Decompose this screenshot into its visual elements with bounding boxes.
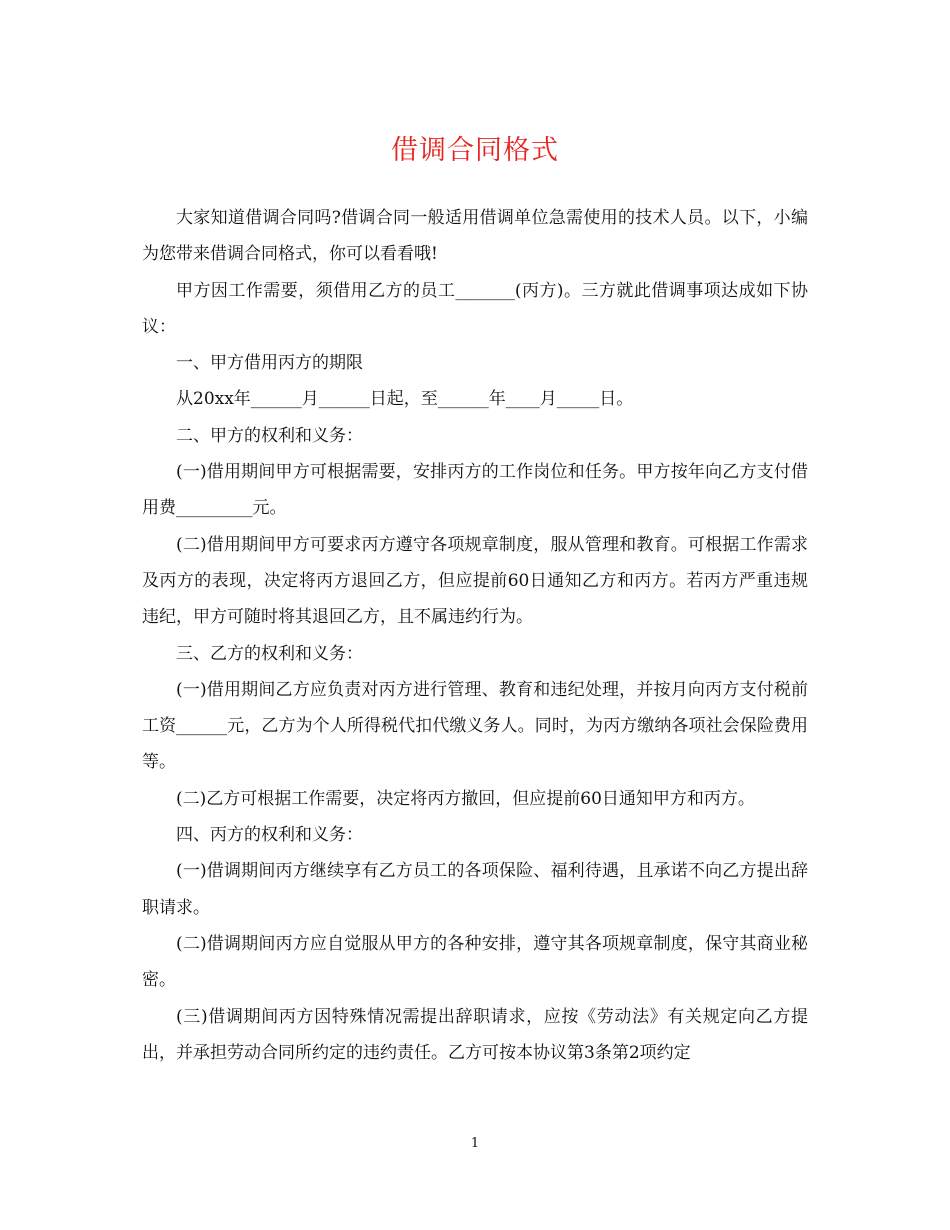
section-heading: 二、甲方的权利和义务： xyxy=(176,425,363,446)
paragraph: (二)乙方可根据工作需要，决定将丙方撤回，但应提前60日通知甲方和丙方。 xyxy=(176,788,755,809)
paragraph: (一)借用期间乙方应负责对丙方进行管理、教育和违纪处理，并按月向丙方支付税前工资______元，乙方为个人所得税代扣代缴义务人。同时，为丙方缴纳各项社会保险费用等。 xyxy=(142,679,808,773)
paragraph: (二)借用期间甲方可要求丙方遵守各项规章制度，服从管理和教育。可根据工作需求及丙方的表现，决定将丙方退回乙方，但应提前60日通知乙方和丙方。若丙方严重违规违纪，甲方可随时将其退回乙方，且不属违约行为。 xyxy=(142,534,808,628)
section-heading: 三、乙方的权利和义务： xyxy=(176,643,363,664)
paragraph: 从20xx年______月______日起，至______年____月_____日。 xyxy=(176,389,634,410)
paragraph: (二)借调期间丙方应自觉服从甲方的各种安排，遵守其各项规章制度，保守其商业秘密。 xyxy=(142,933,808,991)
paragraph: (三)借调期间丙方因特殊情况需提出辞职请求，应按《劳动法》有关规定向乙方提出，并承担劳动合同所约定的违约责任。乙方可按本协议第3条第2项约定 xyxy=(142,1006,808,1063)
paragraph: (一)借调期间丙方继续享有乙方员工的各项保险、福利待遇，且承诺不向乙方提出辞职请求。 xyxy=(142,861,808,918)
section-heading: 一、甲方借用丙方的期限 xyxy=(176,353,363,374)
paragraph: (一)借用期间甲方可根据需要，安排丙方的工作岗位和任务。甲方按年向乙方支付借用费_________元。 xyxy=(142,462,808,519)
paragraph: 大家知道借调合同吗?借调合同一般适用借调单位急需使用的技术人员。以下，小编为您带来借调合同格式，你可以看看哦! xyxy=(142,208,808,265)
document-body xyxy=(142,200,808,1071)
document-title: 借调合同格式 xyxy=(391,135,559,166)
paragraph: 甲方因工作需要，须借用乙方的员工_______(丙方)。三方就此借调事项达成如下协议： xyxy=(142,280,808,337)
page-number: 1 xyxy=(470,1136,480,1151)
section-heading: 四、丙方的权利和义务： xyxy=(176,825,363,846)
